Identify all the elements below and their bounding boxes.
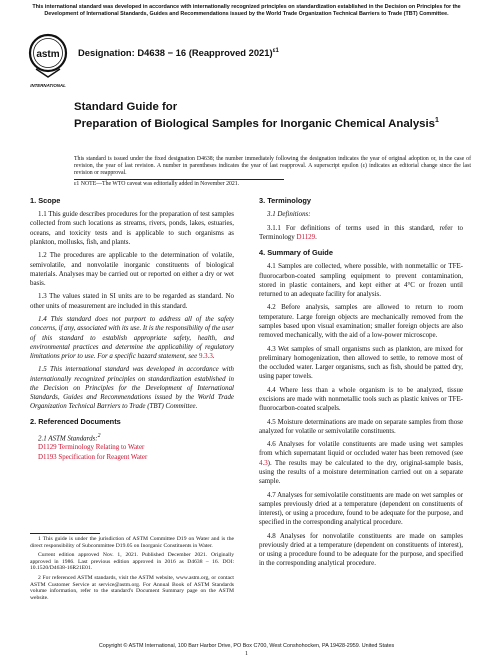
footnote-1-edition: Current edition approved Nov. 1, 2021. Published December 2021. Originally approved in 1986. Last previous edition approved in 2016 as D4638 – 16. DOI: 10.1520/D4638-16R21E01. [30, 552, 234, 572]
right-column [259, 196, 463, 573]
footnote-2: 2 For referenced ASTM standards, visit the ASTM website, www.astm.org, or contact ASTM Customer Service at service@astm.org. For Annual Book of ASTM Standards volume information, refer to the standard's Document Summary page on the ASTM website. [30, 574, 234, 601]
paragraph-1-2: 1.2 The procedures are applicable to the determination of volatile, semivolatile, and nonvolatile inorganic constituents of biological materials. Analyses may be carried out or reported on either a dry or wet basis. [30, 251, 234, 287]
paragraph-4-4: 4.4 Where less than a whole organism is to be analyzed, tissue excisions are made with nonmetallic tools such as plastic knives or TFE-fluorocarbon-coated scalpels. [259, 385, 463, 413]
document-title [74, 101, 474, 131]
designation: Designation: D4638 − 16 (Reapproved 2021)$^{\varepsilon 1}$ [78, 47, 279, 58]
standard-issuance-note: This standard is issued under the fixed designation D4638; the number immediately following the designation indicates the year of original adoption or, in the case of revision, the year of last revision. A number in parentheses indicates the year of last reapproval. A superscript epsilon (ε) indicates an editorial change since the last revision or reapproval. [74, 156, 471, 176]
footnote-divider [30, 533, 100, 534]
paragraph-1-3: 1.3 The values stated in SI units are to be regarded as standard. No other units of measurement are included in this standard. [30, 292, 234, 310]
title-main: Preparation of Biological Samples for Inorganic Chemical Analysis$^1$ [74, 117, 439, 130]
footnotes [30, 536, 234, 604]
astm-logo-icon [26, 31, 70, 91]
section-heading-summary: 4. Summary of Guide [259, 248, 333, 258]
link-4-3[interactable]: 4.3 [259, 458, 268, 467]
link-d1129[interactable]: D1129 [296, 232, 316, 241]
svg-text:astm: astm [36, 49, 60, 60]
svg-text:INTERNATIONAL: INTERNATIONAL [30, 83, 66, 88]
paragraph-1-5: 1.5 This international standard was developed in accordance with internationally recognized principles on standardization established in the Decision on Principles for the Development of International Standards, Guides and Recommendations issued by the World Trade Organization Technical Barriers to Trade (TBT) Committee. [30, 365, 234, 411]
wto-notice: This international standard was developed in accordance with internationally recognized principles on standardization established in the Decision on Principles for the Development of International Standards, Guides and Recommendations issued by the World Trade Organization Technical Barriers to Trade (TBT) Committee. [32, 4, 461, 17]
paragraph-4-8: 4.8 Analyses for nonvolatile constituents are made on samples previously dried at a temperature (dependent on constituents of interest), or using a procedure found to be adequate for the purpose, and specified in the corresponding analytical procedure. [259, 531, 463, 568]
caveat-note: ε1 NOTE—The WTO caveat was editorially added in November 2021. [74, 181, 240, 187]
paragraph-4-2: 4.2 Before analysis, samples are allowed to return to room temperature. Large foreign objects are mechanically removed from the samples based upon visual examination; smaller foreign objects are also removed mechanically, with the aid of a low-power microscope. [259, 303, 463, 340]
reference-d1129[interactable]: D1129 Terminology Relating to Water [38, 443, 145, 452]
paragraph-1-4: 1.4 This standard does not purport to address all of the safety concerns, if any, associated with its use. It is the responsibility of the user of this standard to establish appropriate safety, health, and environmental practices and determine the applicability of regulatory limitations prior to use. For a specific hazard statement, see 9.3.3. [30, 315, 234, 360]
copyright-footer: Copyright © ASTM International, 100 Barr Harbor Drive, PO Box C700, West Conshohocken, PA 19428-2959. United States [98, 643, 395, 649]
reference-d1193[interactable]: D1193 Specification for Reagent Water [38, 452, 148, 461]
divider [74, 179, 284, 180]
paragraph-3-1: 3.1 Definitions: [267, 210, 311, 219]
paragraph-4-7: 4.7 Analyses for semivolatile constituents are made on wet samples or samples previously dried at a temperature (dependent on constituents of interest), or using a procedure, found to be adequate for the purpose, and specified in the corresponding analytical procedure. [259, 490, 463, 527]
paragraph-4-6: 4.6 Analyses for volatile constituents are made using wet samples from which supernatant liquid or occluded water has been removed (see 4.3). The results may be calculated to the dry, original-sample basis, using the results of a moisture determination carried out on a separate sample. [259, 440, 463, 486]
section-heading-scope: 1. Scope [30, 196, 61, 205]
footnote-1: 1 This guide is under the jurisdiction of ASTM Committee D19 on Water and is the direct responsibility of Subcommittee D19.05 on Inorganic Constituents in Water. [30, 536, 234, 549]
page-number: 1 [245, 651, 248, 657]
link-9-3-3[interactable]: 9.3.3 [198, 351, 213, 360]
title-line1: Standard Guide for [74, 101, 178, 113]
left-column [30, 196, 234, 462]
paragraph-4-3: 4.3 Wet samples of small organisms such as plankton, are mixed for preliminary homogenization, then allowed to settle, to remove most of the occluded water. Larger organisms, such as fish, should be patted dry, using paper towels. [259, 344, 463, 381]
paragraph-4-5: 4.5 Moisture determinations are made on separate samples from those analyzed for volatile or semivolatile constituents. [259, 417, 463, 435]
section-heading-references: 2. Referenced Documents [30, 417, 121, 427]
paragraph-1-1: 1.1 This guide describes procedures for the preparation of test samples collected from such locations as streams, rivers, ponds, lakes, estuaries, oceans, and toxicity tests and is applicable to such organisms as plankton, mollusks, fish, and plants. [30, 210, 234, 246]
astm-standards-label: 2.1 ASTM Standards:$^2$ [38, 432, 101, 442]
section-heading-terminology: 3. Terminology [259, 196, 312, 205]
paragraph-4-1: 4.1 Samples are collected, where possible, with nonmetallic or TFE-fluorocarbon-coated sampling equipment to prevent contamination, stored in plastic containers, and kept either at 4°C or frozen until returned to an adequate facility for analysis. [259, 262, 463, 298]
paragraph-3-1-1: 3.1.1 For definitions of terms used in this standard, refer to Terminology D1129. [259, 223, 463, 241]
